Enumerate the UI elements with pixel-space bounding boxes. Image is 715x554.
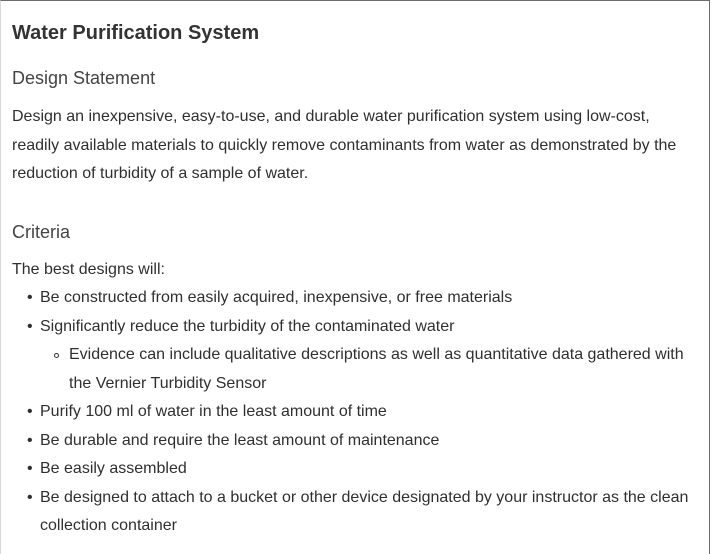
criteria-item [12,427,689,456]
hollow-bullet-icon [54,353,59,358]
criteria-item [12,313,689,399]
criteria-item-text: Be durable and require the least amount of maintenance [40,431,440,449]
bullet-icon: • [27,431,33,449]
criteria-item [12,284,689,313]
sub-criteria-list [40,341,689,398]
criteria-item-text: Be constructed from easily acquired, inexpensive, or free materials [40,289,513,306]
design-statement-heading: Design Statement [12,68,156,88]
sub-criteria-item-text: Evidence can include qualitative descriptions as well as quantitative data gathered with the Vernier Turbidity Sensor [69,346,684,392]
bullet-icon: • [27,317,33,335]
sub-criteria-item [40,341,689,398]
page-title: Water Purification System [12,22,260,44]
criteria-heading: Criteria [12,221,71,242]
design-statement-text: Design an inexpensive, easy-to-use, and durable water purification system using low-cost, readily available materials to quickly remove contaminants from water as demonstrated by the reduction of turbidity of a sample of water. [12,108,677,182]
criteria-item-text: Purify 100 ml of water in the least amount of time [40,403,387,420]
bullet-icon: • [27,403,33,420]
criteria-intro: The best designs will: [12,260,165,278]
criteria-item [12,484,689,541]
bullet-icon: • [27,289,33,306]
criteria-item-text: Be easily assembled [40,460,187,477]
criteria-item-text: Be designed to attach to a bucket or other device designated by your instructor as the clean collection container [40,488,689,534]
criteria-item-text: Significantly reduce the turbidity of the contaminated water [40,317,455,335]
criteria-item [12,455,689,484]
criteria-item [12,398,689,427]
criteria-list [12,284,689,541]
bullet-icon: • [27,460,33,477]
bullet-icon: • [27,488,33,506]
